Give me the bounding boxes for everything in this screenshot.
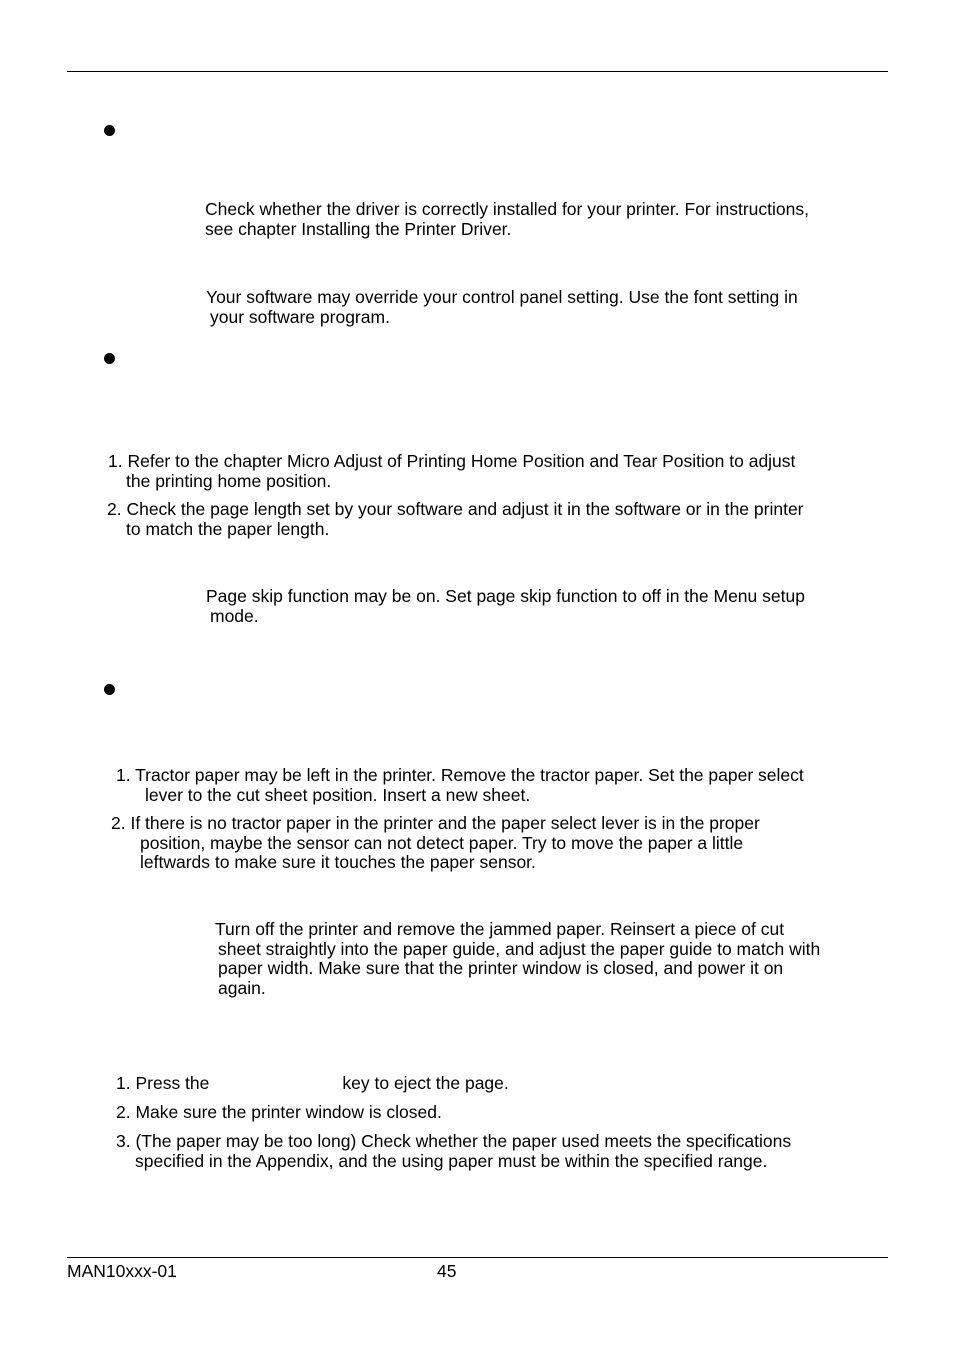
section-bullet-3 bbox=[104, 684, 115, 695]
text-line: Turn off the printer and remove the jammed paper. Reinsert a piece of cut bbox=[215, 919, 785, 939]
text-line: leftwards to make sure it touches the paper sensor. bbox=[140, 852, 536, 872]
list-item bbox=[116, 1132, 791, 1171]
text-line: your software program. bbox=[210, 306, 390, 327]
text-line: see chapter Installing the Printer Driver. bbox=[205, 218, 512, 239]
driver-check-paragraph bbox=[205, 200, 809, 239]
text-line: 1. Refer to the chapter Micro Adjust of Printing Home Position and Tear Position to adjust bbox=[108, 451, 796, 471]
page-skip-paragraph bbox=[206, 587, 805, 626]
text-line: to match the paper length. bbox=[126, 518, 330, 539]
list-item bbox=[116, 1103, 442, 1123]
footer-doc-code: MAN10xxx-01 bbox=[67, 1261, 177, 1281]
text-line: sheet straightly into the paper guide, and adjust the paper guide to match with bbox=[218, 938, 821, 959]
text-line: 3. (The paper may be too long) Check whether the paper used meets the specifications bbox=[116, 1131, 792, 1151]
text-line: Check whether the driver is correctly installed for your printer. For instructions, bbox=[205, 199, 809, 219]
text-line: Page skip function may be on. Set page skip function to off in the Menu setup bbox=[206, 586, 805, 606]
text-line: Your software may override your control panel setting. Use the font setting in bbox=[206, 287, 798, 307]
list-item bbox=[116, 766, 804, 805]
footer-page-number: 45 bbox=[437, 1261, 457, 1281]
text-line: again. bbox=[218, 977, 266, 998]
list-item bbox=[116, 1074, 509, 1094]
text-line: specified in the Appendix, and the using paper must be within the specified range. bbox=[135, 1150, 768, 1171]
paper-jam-paragraph bbox=[215, 920, 820, 998]
section-bullet-2 bbox=[104, 353, 115, 364]
text-line: 1. Press the bbox=[116, 1073, 210, 1093]
text-line: the printing home position. bbox=[126, 470, 332, 491]
text-line: paper width. Make sure that the printer window is closed, and power it on bbox=[218, 958, 784, 978]
section-bullet-1 bbox=[104, 125, 115, 136]
footer-rule bbox=[67, 1257, 888, 1258]
text-line: mode. bbox=[210, 605, 259, 626]
font-setting-paragraph bbox=[206, 288, 798, 327]
text-line: 2. Make sure the printer window is closed. bbox=[116, 1102, 442, 1122]
text-line: lever to the cut sheet position. Insert a new sheet. bbox=[145, 784, 531, 805]
text-line: 2. Check the page length set by your software and adjust it in the software or in the printer bbox=[107, 499, 804, 519]
text-line: key to eject the page. bbox=[342, 1073, 509, 1093]
text-line: position, maybe the sensor can not detect paper. Try to move the paper a little bbox=[140, 832, 744, 853]
list-item bbox=[111, 814, 760, 873]
list-item bbox=[108, 452, 795, 491]
list-item bbox=[107, 500, 804, 539]
header-rule bbox=[67, 71, 888, 72]
text-line: 1. Tractor paper may be left in the printer. Remove the tractor paper. Set the paper select bbox=[116, 765, 804, 785]
text-line: 2. If there is no tractor paper in the printer and the paper select lever is in the proper bbox=[111, 813, 760, 833]
